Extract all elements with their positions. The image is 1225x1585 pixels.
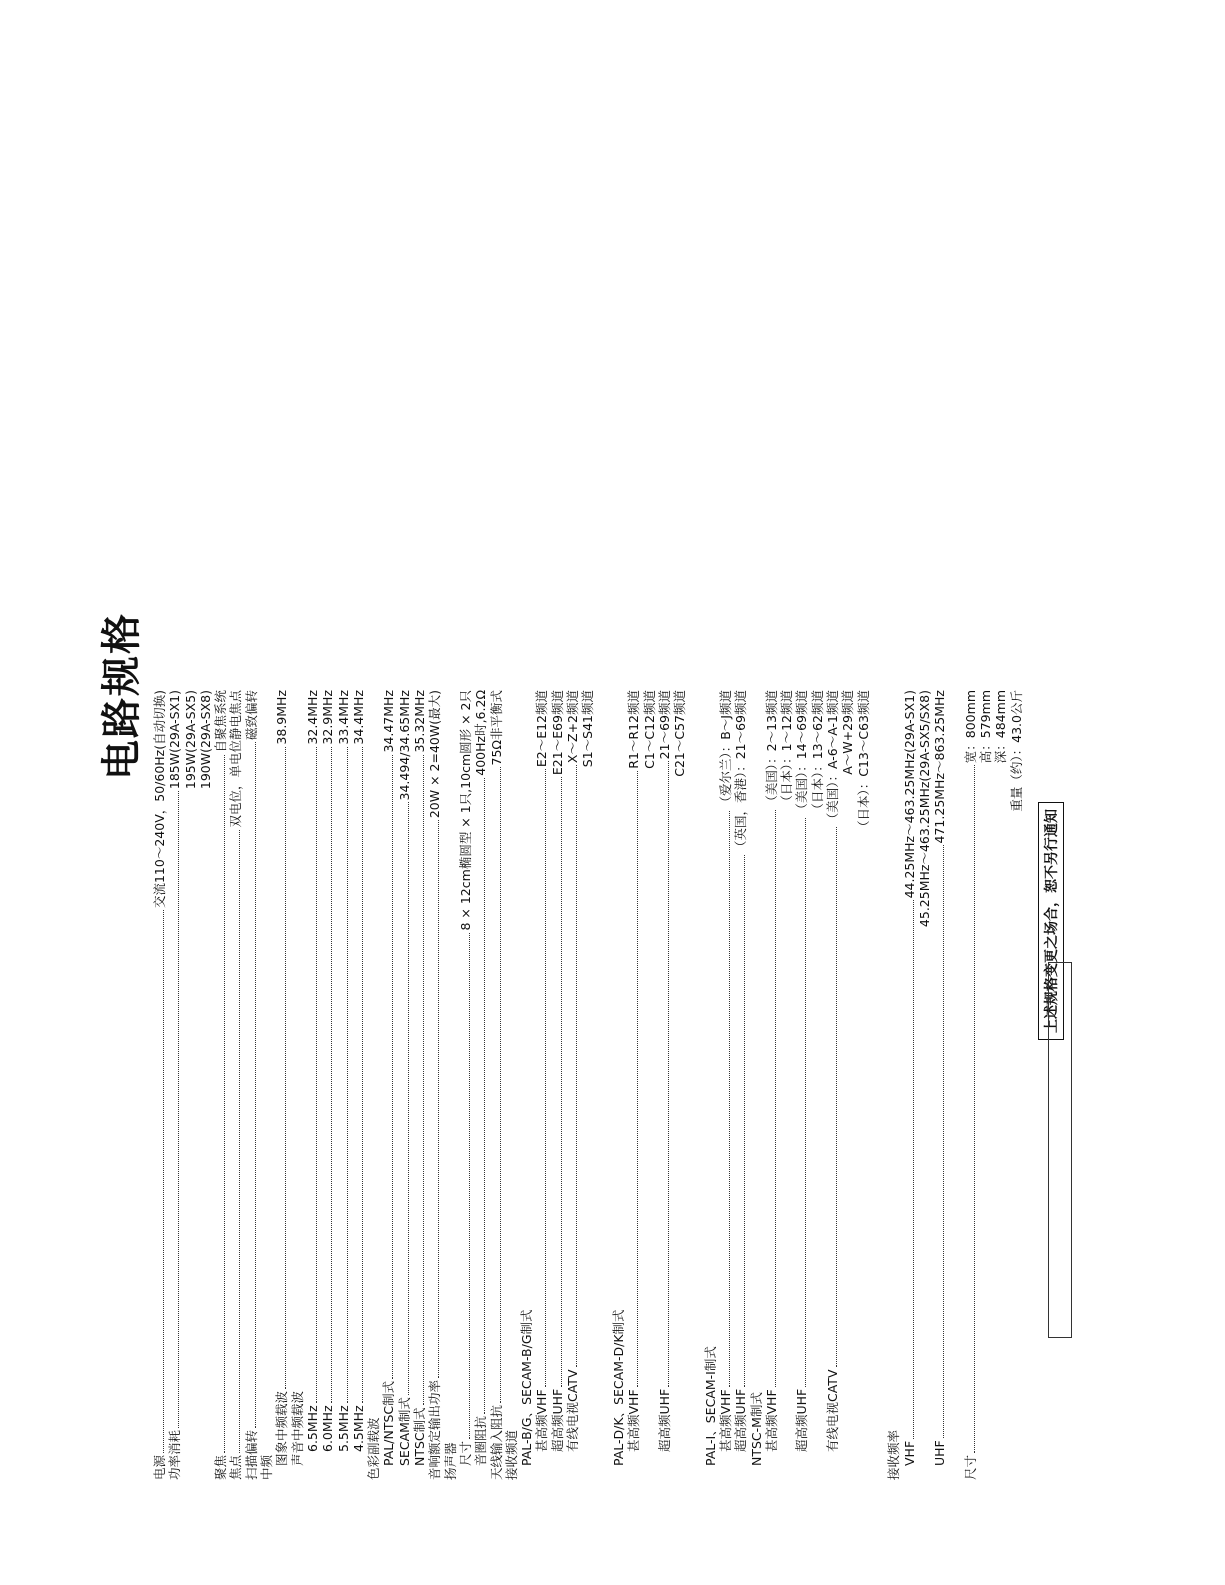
- spec-row: [825, 690, 840, 1480]
- leader-dots: [637, 771, 638, 1388]
- spec-value: C21～C57频道: [672, 690, 688, 777]
- spec-row: [1009, 690, 1024, 1480]
- spec-row: [489, 690, 504, 1480]
- spec-label: PAL-D/K、SECAM-D/K制式: [610, 1309, 626, 1466]
- spec-label: 超高频UHF: [656, 1388, 672, 1452]
- spec-label: 焦点: [228, 1454, 244, 1480]
- spec-label: PAL/NTSC制式: [381, 1380, 397, 1466]
- spec-value: R1～R12频道: [626, 690, 642, 769]
- leader-dots: [836, 827, 837, 1367]
- leader-dots: [392, 755, 393, 1379]
- spec-value: 重量（约）：43.0公斤: [1008, 690, 1024, 812]
- spec-row: [183, 690, 198, 1480]
- spec-row: [320, 690, 335, 1480]
- spec-value: 34.4MHz: [350, 690, 366, 745]
- leader-dots: [331, 747, 332, 1404]
- spec-row: [167, 690, 182, 1480]
- spec-value: （日本）：13～62频道: [809, 690, 825, 816]
- spec-row: [947, 690, 962, 1480]
- spec-row: [305, 690, 320, 1480]
- spec-label: 接收频率: [886, 1429, 902, 1480]
- leader-dots: [239, 830, 240, 1453]
- spec-label: 超高频UHF: [733, 1388, 749, 1452]
- spec-value: （美国）：14～69频道: [794, 690, 810, 816]
- spec-label: 甚高频VHF: [626, 1389, 642, 1452]
- spec-label: 有线电视CATV: [565, 1369, 581, 1452]
- spec-row: [213, 690, 228, 1480]
- leader-dots: [408, 802, 409, 1395]
- spec-value: S1～S41频道: [580, 690, 596, 768]
- spec-label: 4.5MHz: [350, 1405, 366, 1452]
- spec-row: [366, 690, 381, 1480]
- spec-label: 超高频UHF: [549, 1388, 565, 1452]
- spec-list: [152, 690, 1024, 1480]
- spec-value: 双电位，单电位静电焦点: [228, 690, 244, 828]
- spec-label: 甚高频VHF: [763, 1389, 779, 1452]
- spec-row: [244, 690, 259, 1480]
- spec-value: 75Ω非平衡式: [488, 690, 504, 766]
- spec-row: [274, 690, 289, 1480]
- spec-label: PAL-B/G、SECAM-B/G制式: [519, 1309, 535, 1466]
- spec-value: E21～E69频道: [549, 690, 565, 776]
- empty-frame: [1048, 962, 1072, 1338]
- spec-label: 接收频道: [503, 1429, 519, 1480]
- spec-value: 20W × 2=40W(最大): [427, 690, 443, 819]
- spec-row: [534, 690, 549, 1480]
- leader-dots: [545, 769, 546, 1387]
- leader-dots: [576, 765, 577, 1367]
- spec-label: VHF: [901, 1440, 917, 1466]
- spec-value: 32.4MHz: [304, 690, 320, 745]
- spec-row: [626, 690, 641, 1480]
- spec-row: [519, 690, 534, 1480]
- leader-dots: [500, 767, 501, 1403]
- spec-value: 34.494/34.65MHz: [396, 690, 412, 801]
- spec-row: [596, 690, 611, 1480]
- spec-row: [198, 690, 213, 1480]
- spec-row: [764, 690, 779, 1480]
- spec-label: 尺寸: [457, 1440, 473, 1466]
- spec-value: （爱尔兰）：B～J频道: [717, 690, 733, 809]
- leader-dots: [561, 777, 562, 1387]
- spec-value: 8 × 12cm椭圆型 × 1只,10cm圆形 × 2只: [457, 690, 473, 931]
- spec-label: 扫描偏转: [243, 1429, 259, 1480]
- leader-dots: [744, 855, 745, 1387]
- leader-dots: [285, 747, 286, 1389]
- spec-value: 33.4MHz: [335, 690, 351, 745]
- spec-value: 400Hz时,6.2Ω: [473, 690, 489, 776]
- spec-value: C1～C12频道: [641, 690, 657, 769]
- page-title: 电路规格: [99, 612, 145, 780]
- spec-row: [642, 690, 657, 1480]
- spec-row: [427, 690, 442, 1480]
- spec-value: 自聚焦系统: [213, 690, 229, 753]
- spec-value: （美国）：2～13频道: [763, 690, 779, 808]
- spec-value: A～W+29频道: [840, 690, 856, 775]
- spec-row: [932, 690, 947, 1480]
- leader-dots: [255, 742, 256, 1428]
- spec-label: 功率消耗: [167, 1429, 183, 1480]
- spec-row: [871, 690, 886, 1480]
- spec-value: 磁致偏转: [243, 690, 259, 741]
- spec-value: 32.9MHz: [320, 690, 336, 745]
- spec-label: 超高频UHF: [794, 1388, 810, 1452]
- spec-label: NTSC-M制式: [748, 1392, 764, 1466]
- spec-row: [672, 690, 687, 1480]
- leader-dots: [668, 761, 669, 1386]
- spec-row: [779, 690, 794, 1480]
- spec-label: 扬声器: [442, 1442, 458, 1480]
- spec-value: 38.9MHz: [274, 690, 290, 745]
- spec-row: [718, 690, 733, 1480]
- spec-row: [351, 690, 366, 1480]
- leader-dots: [729, 811, 730, 1388]
- spec-label: 5.5MHz: [335, 1405, 351, 1452]
- spec-value: 44.25MHz～463.25MHz(29A-SX1): [901, 690, 917, 899]
- spec-row: [917, 690, 932, 1480]
- spec-value: 宽：800mm: [962, 690, 978, 764]
- spec-row: [381, 690, 396, 1480]
- spec-value: 深：484mm: [993, 690, 1009, 764]
- leader-dots: [913, 900, 914, 1438]
- spec-row: [657, 690, 672, 1480]
- leader-dots: [469, 933, 470, 1439]
- spec-row: [856, 690, 871, 1480]
- leader-dots: [316, 747, 317, 1404]
- spec-label: 音圈阻抗: [473, 1415, 489, 1466]
- spec-row: [397, 690, 412, 1480]
- spec-row: [749, 690, 764, 1480]
- spec-row: [794, 690, 809, 1480]
- spec-row: [580, 690, 595, 1480]
- notice-box: 上述规格变更之场合，恕不另行通知: [1038, 802, 1064, 1040]
- spec-row: [412, 690, 427, 1480]
- spec-value: 高：579mm: [978, 690, 994, 764]
- spec-row: [550, 690, 565, 1480]
- spec-row: [703, 690, 718, 1480]
- spec-value: （美国）：A-6～A-1频道: [825, 690, 841, 826]
- spec-row: [687, 690, 702, 1480]
- spec-row: [886, 690, 901, 1480]
- spec-value: 45.25MHz～463.25MHz(29A-SX5/SX8): [916, 690, 932, 928]
- leader-dots: [163, 910, 164, 1453]
- spec-row: [259, 690, 274, 1480]
- leader-dots: [805, 818, 806, 1387]
- leader-dots: [178, 791, 179, 1428]
- leader-dots: [362, 747, 363, 1404]
- spec-value: （日本）：1～12频道: [779, 690, 795, 808]
- leader-dots: [224, 755, 225, 1453]
- spec-value: （英国，香港）：21～69频道: [733, 690, 749, 854]
- spec-row: [902, 690, 917, 1480]
- spec-value: X～Z+2频道: [565, 690, 581, 764]
- spec-row: [443, 690, 458, 1480]
- spec-row: [611, 690, 626, 1480]
- spec-label: 甚高频VHF: [717, 1389, 733, 1452]
- rotated-spec-sheet: [90, 50, 1061, 1480]
- spec-label: 聚焦: [213, 1454, 229, 1480]
- spec-row: [840, 690, 855, 1480]
- spec-row: [504, 690, 519, 1480]
- leader-dots: [943, 845, 944, 1438]
- spec-label: 6.0MHz: [320, 1405, 336, 1452]
- spec-label: UHF: [932, 1440, 948, 1466]
- spec-label: 有线电视CATV: [825, 1369, 841, 1452]
- spec-label: PAL-I、SECAM-I制式: [702, 1346, 718, 1466]
- spec-row: [290, 690, 305, 1480]
- spec-value: 34.47MHz: [381, 690, 397, 753]
- spec-label: NTSC制式: [412, 1407, 428, 1466]
- spec-label: 电源: [152, 1454, 167, 1480]
- spec-row: [228, 690, 243, 1480]
- spec-value: 交流110～240V，50/60Hz(自动切换): [152, 690, 167, 909]
- spec-row: [473, 690, 488, 1480]
- spec-row: [978, 690, 993, 1480]
- spec-row: [152, 690, 167, 1480]
- spec-label: 声音中频载波: [289, 1390, 305, 1466]
- spec-value: 195W(29A-SX5): [182, 690, 198, 790]
- spec-row: [565, 690, 580, 1480]
- spec-label: 天线输入阻抗: [488, 1404, 504, 1480]
- spec-label: 图象中频载波: [274, 1390, 290, 1466]
- leader-dots: [974, 765, 975, 1453]
- spec-label: SECAM制式: [396, 1397, 412, 1466]
- spec-label: 音响额定输出功率: [427, 1379, 443, 1480]
- leader-dots: [423, 755, 424, 1406]
- spec-value: 21～69频道: [656, 690, 672, 760]
- spec-value: 35.32MHz: [412, 690, 428, 753]
- leader-dots: [347, 747, 348, 1404]
- spec-row: [733, 690, 748, 1480]
- leader-dots: [775, 810, 776, 1388]
- spec-label: 尺寸: [962, 1454, 978, 1480]
- leader-dots: [484, 778, 485, 1414]
- spec-label: 6.5MHz: [304, 1405, 320, 1452]
- spec-row: [810, 690, 825, 1480]
- leader-dots: [438, 820, 439, 1378]
- spec-value: E2～E12频道: [534, 690, 550, 768]
- spec-label: 色彩副载波: [366, 1417, 382, 1480]
- spec-label: 中频: [259, 1454, 275, 1480]
- spec-row: [458, 690, 473, 1480]
- spec-value: 190W(29A-SX8): [197, 690, 213, 790]
- spec-value: （日本）：C13～C63频道: [855, 690, 871, 834]
- spec-value: 185W(29A-SX1): [167, 690, 183, 790]
- spec-value: 471.25MHz～863.25MHz: [932, 690, 948, 844]
- spec-row: [963, 690, 978, 1480]
- spec-label: 甚高频VHF: [534, 1389, 550, 1452]
- spec-row: [993, 690, 1008, 1480]
- spec-row: [336, 690, 351, 1480]
